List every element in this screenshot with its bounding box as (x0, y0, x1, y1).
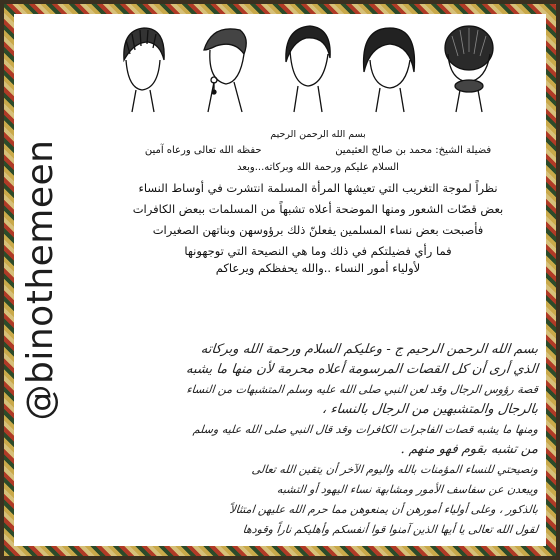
typed-question (108, 128, 528, 277)
head-bun-icon (434, 20, 504, 120)
answer-line: لقول الله تعالى يا أيها الذين آمنوا قوا أنفسكم وأهليكم ناراً وقودها (242, 523, 539, 536)
handwritten-answer (98, 340, 538, 540)
blessing: حفظه الله تعالى ورعاه آمين (144, 145, 262, 156)
answer-line: بالرجال والمتشبهين من الرجال بالنساء ، (321, 402, 539, 417)
answer-line: قصة رؤوس الرجال وقد لعن النبي صلى الله عليه وسلم المتشبهات من النساء (185, 383, 539, 396)
head-undercut-earring-icon (190, 20, 260, 120)
addressee-line (108, 142, 528, 159)
answer-line: ويبعدن عن سفاسف الأمور ومشابهة نساء اليهود أو التشبه (276, 483, 539, 496)
answer-line: بسم الله الرحمن الرحيم ج - وعليكم السلام ورحمة الله وبركاته (200, 342, 539, 357)
answer-line: من تشبه بقوم فهو منهم . (400, 442, 539, 457)
addressee: فضيلة الشيخ: محمد بن صالح العثيمين (335, 145, 492, 156)
question-line: نظراً لموجة التغريب التي تعيشها المرأة المسلمة انتشرت في أوساط النساء (138, 181, 498, 195)
head-side-part-icon (272, 20, 342, 120)
question-line: فأصبحت بعض نساء المسلمين يفعلنّ ذلك برؤوسهن وبناتهن الصغيرات (152, 223, 484, 237)
document-page (18, 18, 542, 542)
greeting: السلام عليكم ورحمة الله وبركاته...وبعد (237, 162, 399, 173)
question-line: بعض قصّات الشعور ومنها الموضحة أعلاه تشبهاً من المسلمات ببعض الكافرات (132, 202, 504, 216)
answer-line: بالذكور ، وعلى أولياء أمورهن أن يمنعوهن مما حرم الله عليهن امتثالاً (228, 503, 539, 516)
answer-line: الذي أرى أن كل القصات المرسومة أعلاه محرمة لأن منها ما يشبه (185, 362, 539, 377)
question-line: لأولياء أمور النساء ..والله يحفظكم ويرعاكم (215, 261, 421, 275)
answer-line: ومنها ما يشبه قصات الفاجرات الكافرات وقد قال النبي صلى الله عليه وسلم (192, 423, 539, 436)
account-handle: @binothemeen (20, 139, 61, 421)
watermark-sidebar (20, 18, 94, 542)
question-line: فما رأي فضيلتكم في ذلك وما هي النصيحة التي توجهونها (184, 244, 452, 258)
basmala: بسم الله الرحمن الرحيم (270, 129, 366, 140)
head-bob-icon (354, 20, 424, 120)
answer-line: ونصيحتي للنساء المؤمنات بالله واليوم الآخر أن يتقين الله تعالى (251, 463, 539, 476)
hairstyle-illustrations (104, 20, 504, 120)
head-short-hair-icon (108, 20, 178, 120)
